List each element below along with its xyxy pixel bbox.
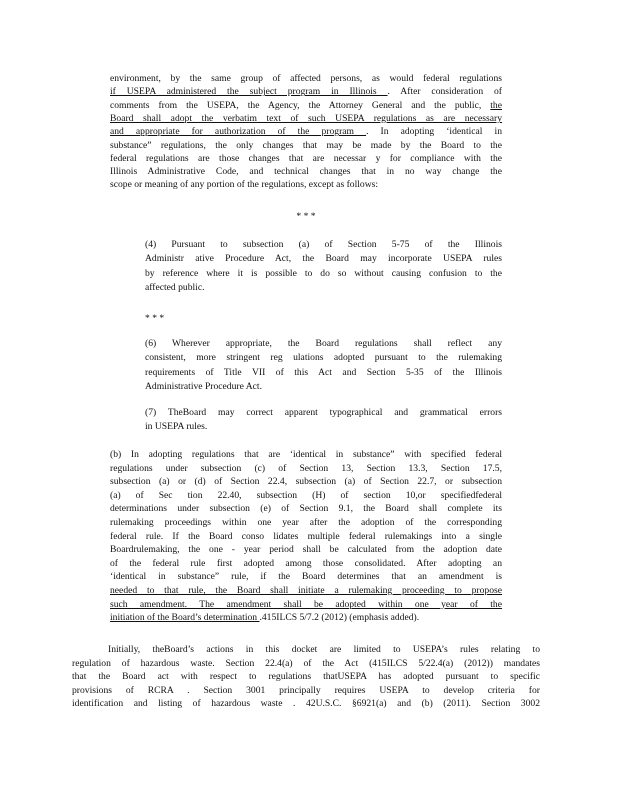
paragraph-line: identification and listing of hazardous waste . 42U.S.C. §6921(a) and (b) (2011). Section 3002 xyxy=(72,698,540,710)
paragraph-line: regulation of hazardous waste. Section 22.4(a) of the Act (415ILCS 5/22.4(a) (2012)) mandates xyxy=(72,657,540,669)
text-span: subsection (a) or (d) of Section 22.4, subsection (a) of Section 22.7, or subsection xyxy=(110,476,502,488)
quoted-provision-line: (7) TheBoard may correct apparent typographical and grammatical errors xyxy=(145,407,502,418)
body-line xyxy=(110,86,502,98)
section-separator: * * * xyxy=(145,313,165,324)
quoted-provision-line: Administr ative Procedure Act, the Board may incorporate USEPA rules xyxy=(145,253,502,265)
text-span: environment, by the same group of affected persons, as would federal regulations xyxy=(110,73,502,84)
body-line xyxy=(110,179,502,191)
body-line xyxy=(110,153,502,165)
text-span: . In adopting ‘identical in xyxy=(366,126,503,138)
statute-line xyxy=(110,612,502,624)
text-span: Illinois Administrative Code, and technical changes that in no way change the xyxy=(110,166,502,178)
quoted-provision-line: consistent, more stringent reg ulations adopted pursuant to the rulemaking xyxy=(145,352,502,364)
section-separator: * * * xyxy=(296,211,316,222)
underlined-text: Board shall adopt the verbatim text of such USEPA regulations as are necessary xyxy=(110,112,502,124)
text-span: scope or meaning of any portion of the regulations, except as follows: xyxy=(110,179,379,191)
body-line xyxy=(110,140,502,152)
statute-line xyxy=(110,476,502,488)
text-span: (b) In adopting regulations that are ‘identical in substance” with specified federal xyxy=(110,449,502,460)
body-line xyxy=(110,126,502,138)
text-span: substance” regulations, the only changes that may be made by the Board to the xyxy=(110,139,502,151)
underlined-text: needed to that rule, the Board shall initiate a rulemaking proceeding to propose xyxy=(110,585,502,596)
underlined-text: initiation of the Board’s determination xyxy=(110,612,260,624)
text-span: of the federal rule first adopted among those consolidated. After adopting an xyxy=(110,557,502,569)
text-span: regulations under subsection (c) of Section 13, Section 13.3, Section 17.5, xyxy=(110,462,502,474)
statute-line xyxy=(110,558,502,570)
quoted-provision-line: affected public. xyxy=(145,281,205,293)
statute-line xyxy=(110,599,502,611)
text-span: federal rule. If the Board conso lidates multiple federal rulemakings into a single xyxy=(110,530,502,542)
paragraph-line: provisions of RCRA . Section 3001 principally requires USEPA to develop criteria for xyxy=(72,684,540,696)
underlined-text: if USEPA administered the subject program in Illinois xyxy=(110,86,388,98)
body-line xyxy=(110,73,502,85)
text-span: . After consideration of xyxy=(387,86,502,98)
statute-line xyxy=(110,503,502,515)
text-span: federal regulations are those changes that are necessar y for compliance with the xyxy=(110,152,502,164)
statute-line xyxy=(110,531,502,543)
text-span: comments from the USEPA, the Agency, the Attorney General and the public, xyxy=(110,99,491,111)
underlined-text: and appropriate for authorization of the program xyxy=(110,126,367,138)
statute-line xyxy=(110,585,502,597)
statute-line xyxy=(110,449,502,461)
body-line xyxy=(110,166,502,178)
text-span: rulemaking proceedings within one year after the adoption of the corresponding xyxy=(110,517,502,528)
statute-line xyxy=(110,571,502,583)
paragraph-line: Initially, theBoard’s actions in this docket are limited to USEPA’s rules relating to xyxy=(108,644,540,655)
text-span: (a) of Sec tion 22.40, subsection (H) of section 10,or specifiedfederal xyxy=(110,489,502,501)
statute-line xyxy=(110,517,502,529)
paragraph-line: that the Board act with respect to regulations thatUSEPA has adopted pursuant to specific xyxy=(72,671,540,683)
quoted-provision-line: Administrative Procedure Act. xyxy=(145,380,262,392)
body-line xyxy=(110,113,502,125)
quoted-provision-line: (4) Pursuant to subsection (a) of Section 5-75 of the Illinois xyxy=(145,239,502,250)
text-span: determinations under subsection (e) of Section 9.1, the Board shall complete its xyxy=(110,503,502,515)
quoted-provision-line: by reference where it is possible to do so without causing confusion to the xyxy=(145,267,502,279)
quoted-provision-line: in USEPA rules. xyxy=(145,421,208,433)
text-span: Boardrulemaking, the one - year period shall be calculated from the adoption date xyxy=(110,544,502,556)
quoted-provision-line: requirements of Title VII of this Act and Section 5-35 of the Illinois xyxy=(145,366,502,378)
text-span: .415ILCS 5/7.2 (2012) (emphasis added). xyxy=(259,612,420,624)
text-span: ‘identical in substance” rule, if the Board determines that an amendment is xyxy=(110,571,502,583)
statute-line xyxy=(110,490,502,502)
underlined-text: such amendment. The amendment shall be adopted within one year of the xyxy=(110,598,502,610)
statute-line xyxy=(110,463,502,475)
quoted-provision-line: (6) Wherever appropriate, the Board regulations shall reflect any xyxy=(145,338,502,349)
underlined-text: the xyxy=(490,99,502,111)
body-line xyxy=(110,100,502,112)
statute-line xyxy=(110,544,502,556)
